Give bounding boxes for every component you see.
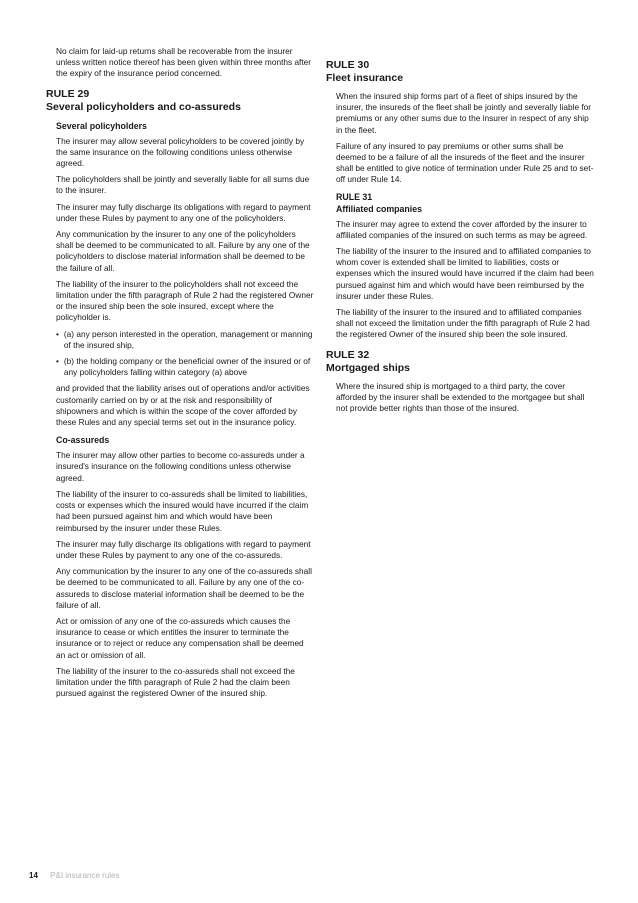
policyholders-paragraph-3: The insurer may fully discharge its obligations with regard to payment under these Rules by payment to any one of the policyholders. [56,201,311,223]
affiliated-paragraph-2: The liability of the insurer to the insured and to affiliated companies to whom cover is extended shall be limited to liabilities, costs or expenses which the insured would have incurred if the claim had been pursued against him and which would have been reimbursed by the insurer under these Rules. [336,246,594,301]
co-assureds-paragraph-5: Act or omission of any one of the co-assureds which causes the insurance to cease or which entitles the insurer to terminate the insurance or to reject or reduce any compensation shall be deemed an act or omission of all. [56,615,304,660]
fleet-paragraph-2: Failure of any insured to pay premiums or other sums shall be deemed to be a failure of all the insureds of the fleet and the insurer shall be entitled to give notice of termination under Rule 25 and to set-off under Rule 14. [336,140,594,185]
bullet-icon: • [56,328,59,339]
several-policyholders-heading: Several policyholders [56,120,147,131]
mortgaged-paragraph-1: Where the insured ship is mortgaged to a third party, the cover afforded by the insurer shall be extended to the mortgagee but shall not provide better rights than those of the insured. [336,380,585,414]
affiliated-paragraph-1: The insurer may agree to extend the cover afforded by the insurer to affiliated companies of the insured on such terms as may be agreed. [336,218,588,240]
rule-30-number: RULE 30 [326,59,370,71]
affiliated-paragraph-3: The liability of the insurer to the insured and to affiliated companies shall not exceed the limitation under the fifth paragraph of Rule 2 had the registered Owner of the insured ship been the sole insured. [336,307,590,340]
rule-32-title: Mortgaged ships [326,361,411,374]
co-assureds-paragraph-2: The liability of the insurer to co-assureds shall be limited to liabilities, costs or expenses which the insured would have incurred if the claim had been pursued against him and which would have been reimbursed by the insurer under these Rules. [56,488,309,533]
bullet-icon: • [56,356,59,367]
bullet-item-b [56,356,314,378]
co-assureds-paragraph-3: The insurer may fully discharge its obligations with regard to payment under these Rules by payment to any one of the co-assureds. [56,538,311,560]
footer-title: P&I insurance rules [50,871,120,880]
policyholders-paragraph-5: The liability of the insurer to the policyholders shall not exceed the limitation under the fifth paragraph of Rule 2 had the registered Owner or the insured ship been the sole insured, except where the policyholder is. [56,278,314,323]
policyholders-paragraph-6: and provided that the liability arises out of operations and/or activities customarily carried on by or at the risk and responsibility of shipowners and which is within the scope of the cover afforded by these Rules and any special terms set out in the insurance policy. [56,383,310,428]
bullet-text-b: (b) the holding company or the beneficial owner of the insured or of any policyholders falling within category (a) above [63,356,311,378]
rule-29-number: RULE 29 [46,87,90,100]
rule-32-number: RULE 32 [326,348,370,361]
bullet-item-a [56,329,314,351]
co-assureds-paragraph-4: Any communication by the insurer to any one of the co-assureds shall be deemed to be communicated to all. Failure by any one of the co-assureds to disclose material information shall be deemed to be the failure of all. [56,566,312,610]
policyholders-paragraph-1: The insurer may allow several policyholders to be covered jointly by the same insurance on the following conditions unless otherwise agreed. [56,135,305,169]
left-column [46,46,314,704]
right-column [326,46,594,419]
laid-up-returns-paragraph: No claim for laid-up returns shall be recoverable from the insurer unless written notice thereof has been given within three months after the expiry of the insurance period concerned. [56,46,312,79]
page-number: 14 [29,871,38,880]
rule-29-title: Several policyholders and co-assureds [46,100,241,113]
fleet-paragraph-1: When the insured ship forms part of a fleet of ships insured by the insurer, the insureds of the fleet shall be jointly and severally liable for premiums or any other sums due to the insurer in respect of any ship in the fleet. [336,91,592,135]
rule-31-title: Affiliated companies [336,203,423,214]
co-assureds-paragraph-6: The liability of the insurer to the co-assureds shall not exceed the limitation under the fifth paragraph of Rule 2 had the claim been pursued against the registered Owner of the insured ship. [56,665,295,699]
policyholders-paragraph-2: The policyholders shall be jointly and severally liable for all sums due to the insurer. [56,174,310,196]
page-footer [29,871,120,880]
bullet-text-a: (a) any person interested in the operation, management or manning of the insured ship, [63,328,313,350]
rule-31-number: RULE 31 [336,191,373,202]
rule-30-title: Fleet insurance [326,72,404,84]
co-assureds-heading: Co-assureds [56,435,110,446]
policyholders-paragraph-4: Any communication by the insurer to any one of the policyholders shall be deemed to be communicated to all. Failure by any one of the policyholders to disclose material information shall be deemed to be the failure of all. [56,229,310,273]
co-assureds-paragraph-1: The insurer may allow other parties to become co-assureds under a insured's insurance on the following conditions unless otherwise agreed. [56,450,305,483]
